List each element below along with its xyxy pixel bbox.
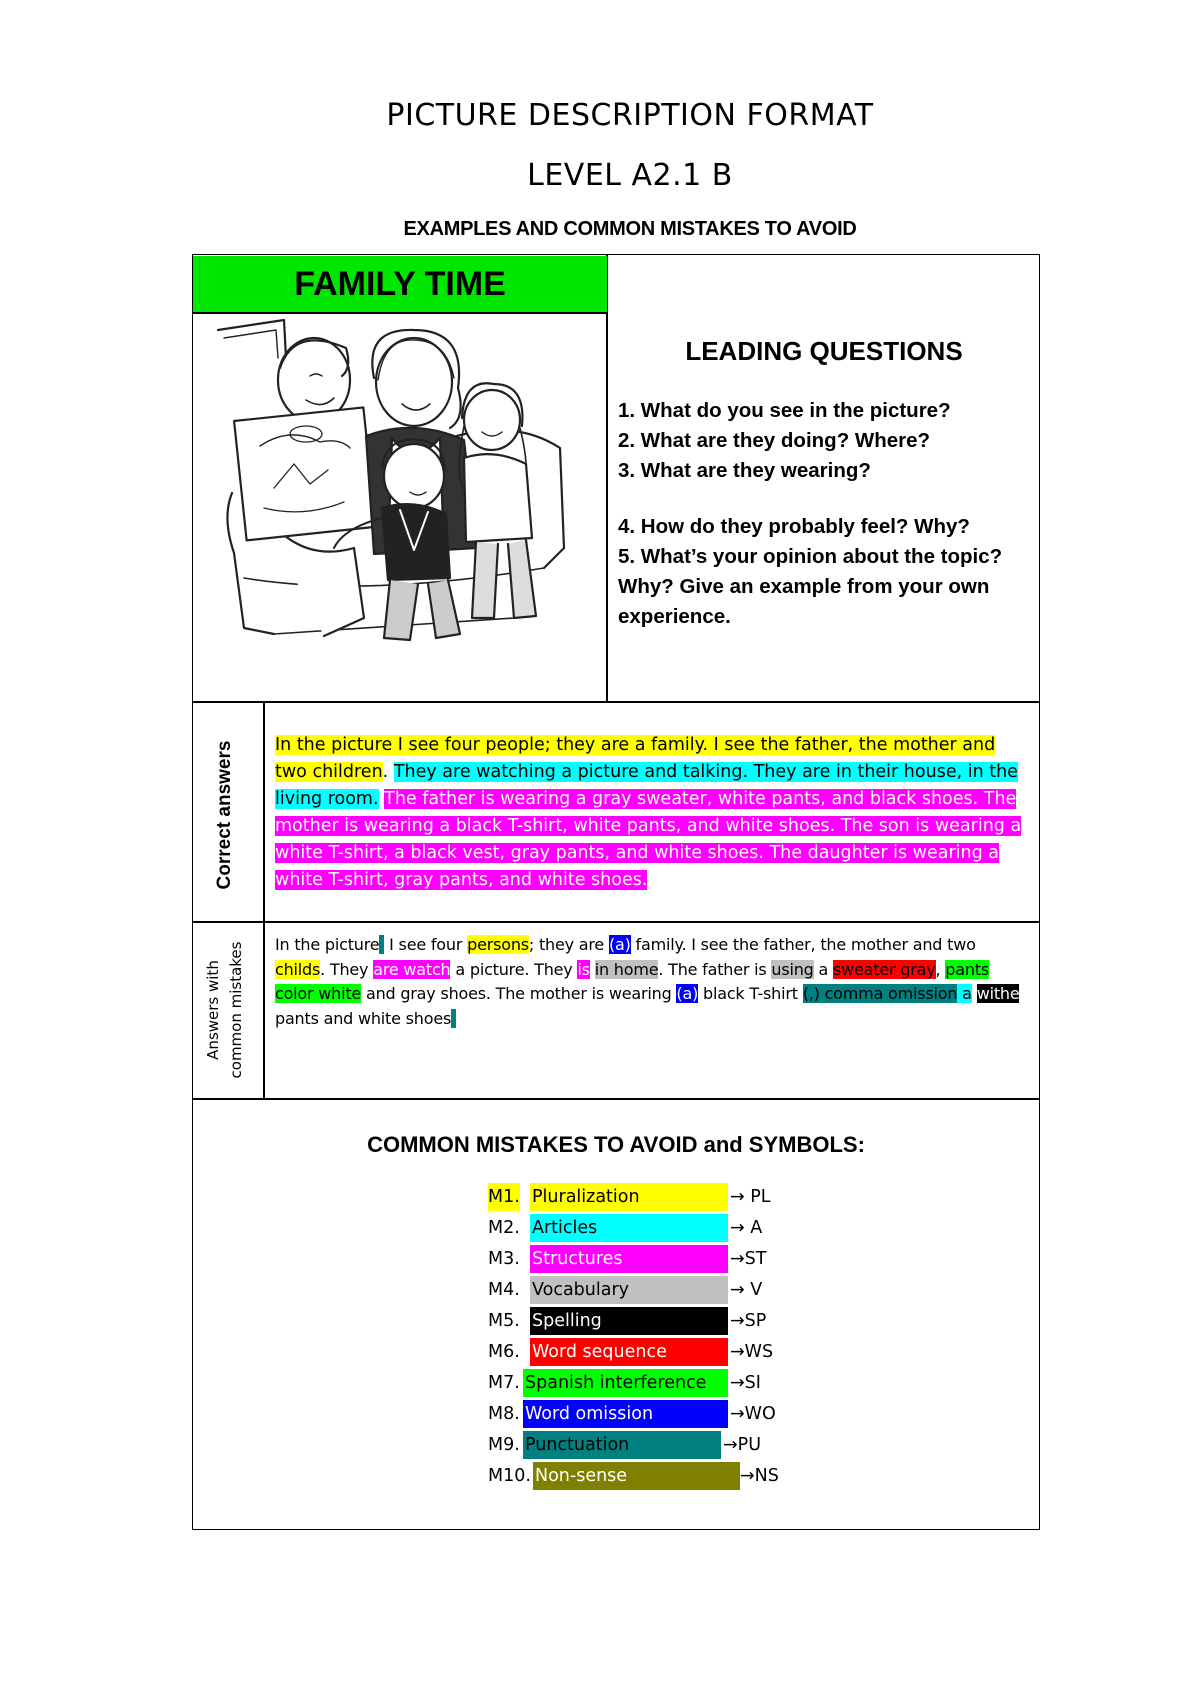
legend-label: Non-sense bbox=[533, 1462, 740, 1490]
correct-sentence-pluralization: In the picture I see four people; they are a family. I see the father, the mother and two children bbox=[275, 735, 996, 782]
document-level: LEVEL A2.1 B bbox=[527, 158, 733, 193]
mistake-text: and gray shoes. The mother is wearing bbox=[361, 984, 677, 1003]
legend-row bbox=[488, 1183, 838, 1214]
legend-symbol: →SP bbox=[730, 1311, 767, 1331]
family-time-heading: FAMILY TIME bbox=[193, 256, 607, 312]
question-2: 2. What are they doing? Where? bbox=[618, 429, 931, 452]
document-subtitle: EXAMPLES AND COMMON MISTAKES TO AVOID bbox=[403, 218, 857, 240]
legend-symbol: →SI bbox=[730, 1373, 761, 1393]
mistake-pluralization: childs bbox=[275, 959, 321, 979]
legend-label: Structures bbox=[530, 1245, 728, 1273]
mistakes-label-line-2: common mistakes bbox=[227, 941, 245, 1079]
legend-label: Word sequence bbox=[530, 1338, 728, 1366]
mistake-text: pants and white shoes bbox=[275, 1008, 452, 1028]
mistake-word-omission: (a) bbox=[676, 984, 699, 1003]
mistakes-answer-text bbox=[275, 933, 1025, 1031]
mistake-text: ; they are bbox=[528, 935, 609, 954]
correct-period: . bbox=[382, 762, 389, 782]
mistake-text: I see four bbox=[389, 935, 468, 954]
mistake-article: a bbox=[957, 984, 972, 1003]
mistake-punctuation: (,) comma omission bbox=[802, 984, 958, 1003]
document-title: PICTURE DESCRIPTION FORMAT bbox=[386, 98, 874, 133]
leading-questions-title: LEADING QUESTIONS bbox=[685, 336, 963, 366]
column-divider bbox=[606, 254, 608, 702]
legend-label: Vocabulary bbox=[530, 1276, 728, 1304]
legend-symbol: →ST bbox=[730, 1249, 767, 1269]
mistake-vocabulary: using bbox=[771, 959, 814, 979]
label-column-divider bbox=[263, 701, 265, 1099]
mistake-text: black T-shirt bbox=[698, 984, 803, 1003]
correct-answer-text bbox=[275, 732, 1025, 894]
legend-number: M5. bbox=[488, 1311, 520, 1331]
legend-number: M1. bbox=[488, 1183, 520, 1211]
correct-sentence-structures: The father is wearing a gray sweater, white pants, and black shoes. The mother is wearing a black T-shirt, white pants, and white shoes. The son is wearing a white T-shirt, a black vest, gray pants, and white shoes. The daughter is wearing a white T-shirt, gray pants, and white shoes. bbox=[275, 789, 1022, 890]
legend-symbol: →WO bbox=[730, 1404, 776, 1424]
leading-questions-list bbox=[618, 396, 1033, 632]
mistake-text: family. I see the father, the mother and two bbox=[630, 935, 976, 954]
legend-row bbox=[488, 1369, 838, 1400]
legend-row bbox=[488, 1400, 838, 1431]
mistakes-legend bbox=[488, 1183, 838, 1493]
punctuation-mark bbox=[451, 1009, 456, 1028]
legend-row bbox=[488, 1214, 838, 1245]
legend-label: Punctuation bbox=[523, 1431, 721, 1459]
legend-symbol: →NS bbox=[740, 1466, 779, 1486]
legend-symbol: → A bbox=[730, 1218, 763, 1238]
correct-sentence-articles: They are watching a picture and talking. They are in their house, in the living room. bbox=[275, 762, 1018, 809]
legend-label: Word omission bbox=[523, 1400, 728, 1428]
mistake-text: , bbox=[935, 959, 946, 979]
legend-number: M7. bbox=[488, 1373, 520, 1393]
question-5: 5. What’s your opinion about the topic? bbox=[618, 545, 1003, 568]
question-4: 4. How do they probably feel? Why? bbox=[618, 515, 970, 538]
mistake-structure: is bbox=[577, 959, 590, 979]
legend-row bbox=[488, 1245, 838, 1276]
mistake-structure: are watch bbox=[373, 959, 451, 979]
mistake-word-omission: (a) bbox=[608, 935, 631, 954]
legend-number: M10. bbox=[488, 1466, 531, 1486]
legend-row bbox=[488, 1462, 838, 1493]
mistake-spanish-interference: pants color white bbox=[275, 959, 989, 1003]
legend-row bbox=[488, 1276, 838, 1307]
legend-number: M9. bbox=[488, 1435, 520, 1455]
legend-row bbox=[488, 1307, 838, 1338]
question-5-line-2: Why? Give an example from your own bbox=[618, 575, 990, 598]
mistake-text bbox=[590, 960, 595, 979]
mistakes-label-line-1: Answers with bbox=[204, 960, 222, 1060]
mistake-word-sequence: sweater gray bbox=[833, 959, 936, 979]
row-divider-2 bbox=[192, 921, 1040, 923]
legend-number: M6. bbox=[488, 1342, 520, 1362]
legend-symbol: →PU bbox=[723, 1435, 762, 1455]
punctuation-mark bbox=[379, 935, 384, 954]
legend-symbol: → V bbox=[730, 1280, 763, 1300]
mistake-text: In the picture bbox=[275, 935, 380, 954]
mistake-text: . They bbox=[320, 959, 374, 979]
legend-label: Spelling bbox=[530, 1307, 728, 1335]
common-mistakes-title: COMMON MISTAKES TO AVOID and SYMBOLS: bbox=[367, 1132, 865, 1157]
question-1: 1. What do you see in the picture? bbox=[618, 399, 951, 422]
mistake-vocabulary: in home bbox=[594, 959, 659, 979]
legend-number: M4. bbox=[488, 1280, 520, 1300]
row-divider-3 bbox=[192, 1098, 1040, 1100]
mistake-text: a picture. They bbox=[450, 959, 578, 979]
legend-label: Articles bbox=[530, 1214, 728, 1242]
legend-row bbox=[488, 1431, 838, 1462]
mistake-text: a bbox=[813, 959, 834, 979]
mistakes-answers-label bbox=[202, 925, 252, 1095]
row-divider-1 bbox=[192, 701, 1040, 703]
family-illustration bbox=[214, 318, 590, 658]
legend-symbol: →WS bbox=[730, 1342, 774, 1362]
legend-label: Spanish interference bbox=[523, 1369, 728, 1397]
mistake-spelling: withe bbox=[976, 984, 1020, 1003]
question-5-line-3: experience. bbox=[618, 605, 731, 628]
mistake-pluralization: persons bbox=[467, 935, 529, 954]
legend-number: M2. bbox=[488, 1218, 520, 1238]
row-divider-heading bbox=[192, 312, 607, 314]
legend-row bbox=[488, 1338, 838, 1369]
legend-label: Pluralization bbox=[530, 1183, 728, 1211]
question-3: 3. What are they wearing? bbox=[618, 459, 871, 482]
legend-symbol: → PL bbox=[730, 1187, 771, 1207]
correct-answers-label: Correct answers bbox=[214, 740, 235, 890]
legend-number: M8. bbox=[488, 1404, 520, 1424]
mistake-text: . The father is bbox=[658, 959, 772, 979]
legend-number: M3. bbox=[488, 1249, 520, 1269]
